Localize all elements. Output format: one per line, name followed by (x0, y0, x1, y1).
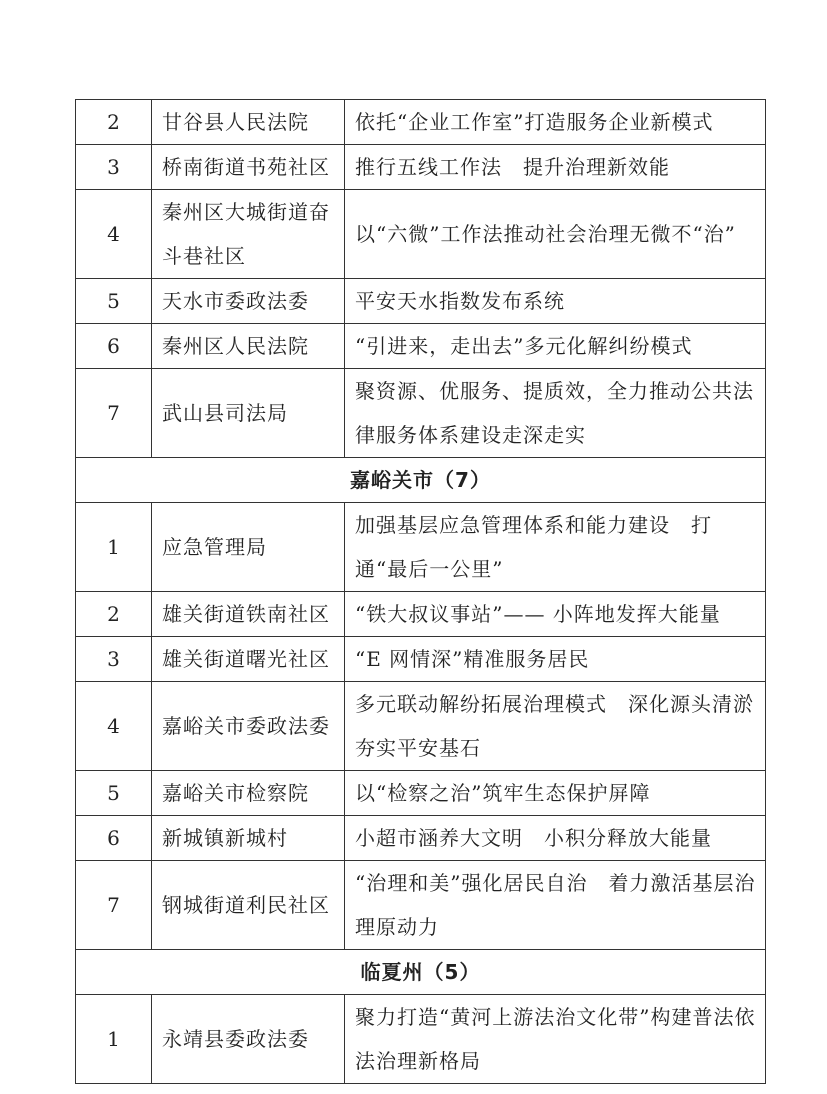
unit-name: 新城镇新城村 (152, 816, 345, 861)
unit-name: 桥南街道书苑社区 (152, 145, 345, 190)
unit-name: 天水市委政法委 (152, 279, 345, 324)
project-title: 依托“企业工作室”打造服务企业新模式 (345, 100, 766, 145)
row-number: 1 (76, 995, 152, 1084)
unit-name: 嘉峪关市委政法委 (152, 682, 345, 771)
unit-name: 永靖县委政法委 (152, 995, 345, 1084)
row-number: 3 (76, 145, 152, 190)
table-row (76, 592, 766, 637)
project-title: 加强基层应急管理体系和能力建设 打通“最后一公里” (345, 503, 766, 592)
project-title: 聚力打造“黄河上游法治文化带”构建普法依法治理新格局 (345, 995, 766, 1084)
row-number: 2 (76, 100, 152, 145)
section-header-row (76, 458, 766, 503)
unit-name: 嘉峪关市检察院 (152, 771, 345, 816)
unit-name: 雄关街道铁南社区 (152, 592, 345, 637)
row-number: 4 (76, 682, 152, 771)
project-title: 以“六微”工作法推动社会治理无微不“治” (345, 190, 766, 279)
table-row (76, 682, 766, 771)
unit-name: 应急管理局 (152, 503, 345, 592)
table-row (76, 279, 766, 324)
project-title: 平安天水指数发布系统 (345, 279, 766, 324)
unit-name: 武山县司法局 (152, 369, 345, 458)
project-title: 推行五线工作法 提升治理新效能 (345, 145, 766, 190)
row-number: 7 (76, 369, 152, 458)
project-title: “引进来，走出去”多元化解纠纷模式 (345, 324, 766, 369)
unit-name: 钢城街道利民社区 (152, 861, 345, 950)
unit-name: 雄关街道曙光社区 (152, 637, 345, 682)
table-row (76, 771, 766, 816)
project-title: 以“检察之治”筑牢生态保护屏障 (345, 771, 766, 816)
row-number: 2 (76, 592, 152, 637)
row-number: 5 (76, 279, 152, 324)
table-row (76, 324, 766, 369)
project-title: “治理和美”强化居民自治 着力激活基层治理原动力 (345, 861, 766, 950)
row-number: 7 (76, 861, 152, 950)
row-number: 6 (76, 816, 152, 861)
project-title: 聚资源、优服务、提质效，全力推动公共法律服务体系建设走深走实 (345, 369, 766, 458)
project-title: 小超市涵养大文明 小积分释放大能量 (345, 816, 766, 861)
table-row (76, 503, 766, 592)
unit-name: 秦州区大城街道奋斗巷社区 (152, 190, 345, 279)
table-row (76, 816, 766, 861)
row-number: 1 (76, 503, 152, 592)
section-header-row (76, 950, 766, 995)
table-row (76, 861, 766, 950)
award-list-table (75, 99, 766, 1084)
table-row (76, 145, 766, 190)
table-row (76, 100, 766, 145)
project-title: “E 网情深”精准服务居民 (345, 637, 766, 682)
row-number: 6 (76, 324, 152, 369)
table-row (76, 637, 766, 682)
section-title-jiayuguan: 嘉峪关市（7） (76, 458, 766, 503)
unit-name: 秦州区人民法院 (152, 324, 345, 369)
section-title-linxia: 临夏州（5） (76, 950, 766, 995)
unit-name: 甘谷县人民法院 (152, 100, 345, 145)
table-row (76, 369, 766, 458)
table-row (76, 190, 766, 279)
row-number: 5 (76, 771, 152, 816)
row-number: 3 (76, 637, 152, 682)
table-row (76, 995, 766, 1084)
project-title: “铁大叔议事站”—— 小阵地发挥大能量 (345, 592, 766, 637)
project-title: 多元联动解纷拓展治理模式 深化源头清淤夯实平安基石 (345, 682, 766, 771)
row-number: 4 (76, 190, 152, 279)
